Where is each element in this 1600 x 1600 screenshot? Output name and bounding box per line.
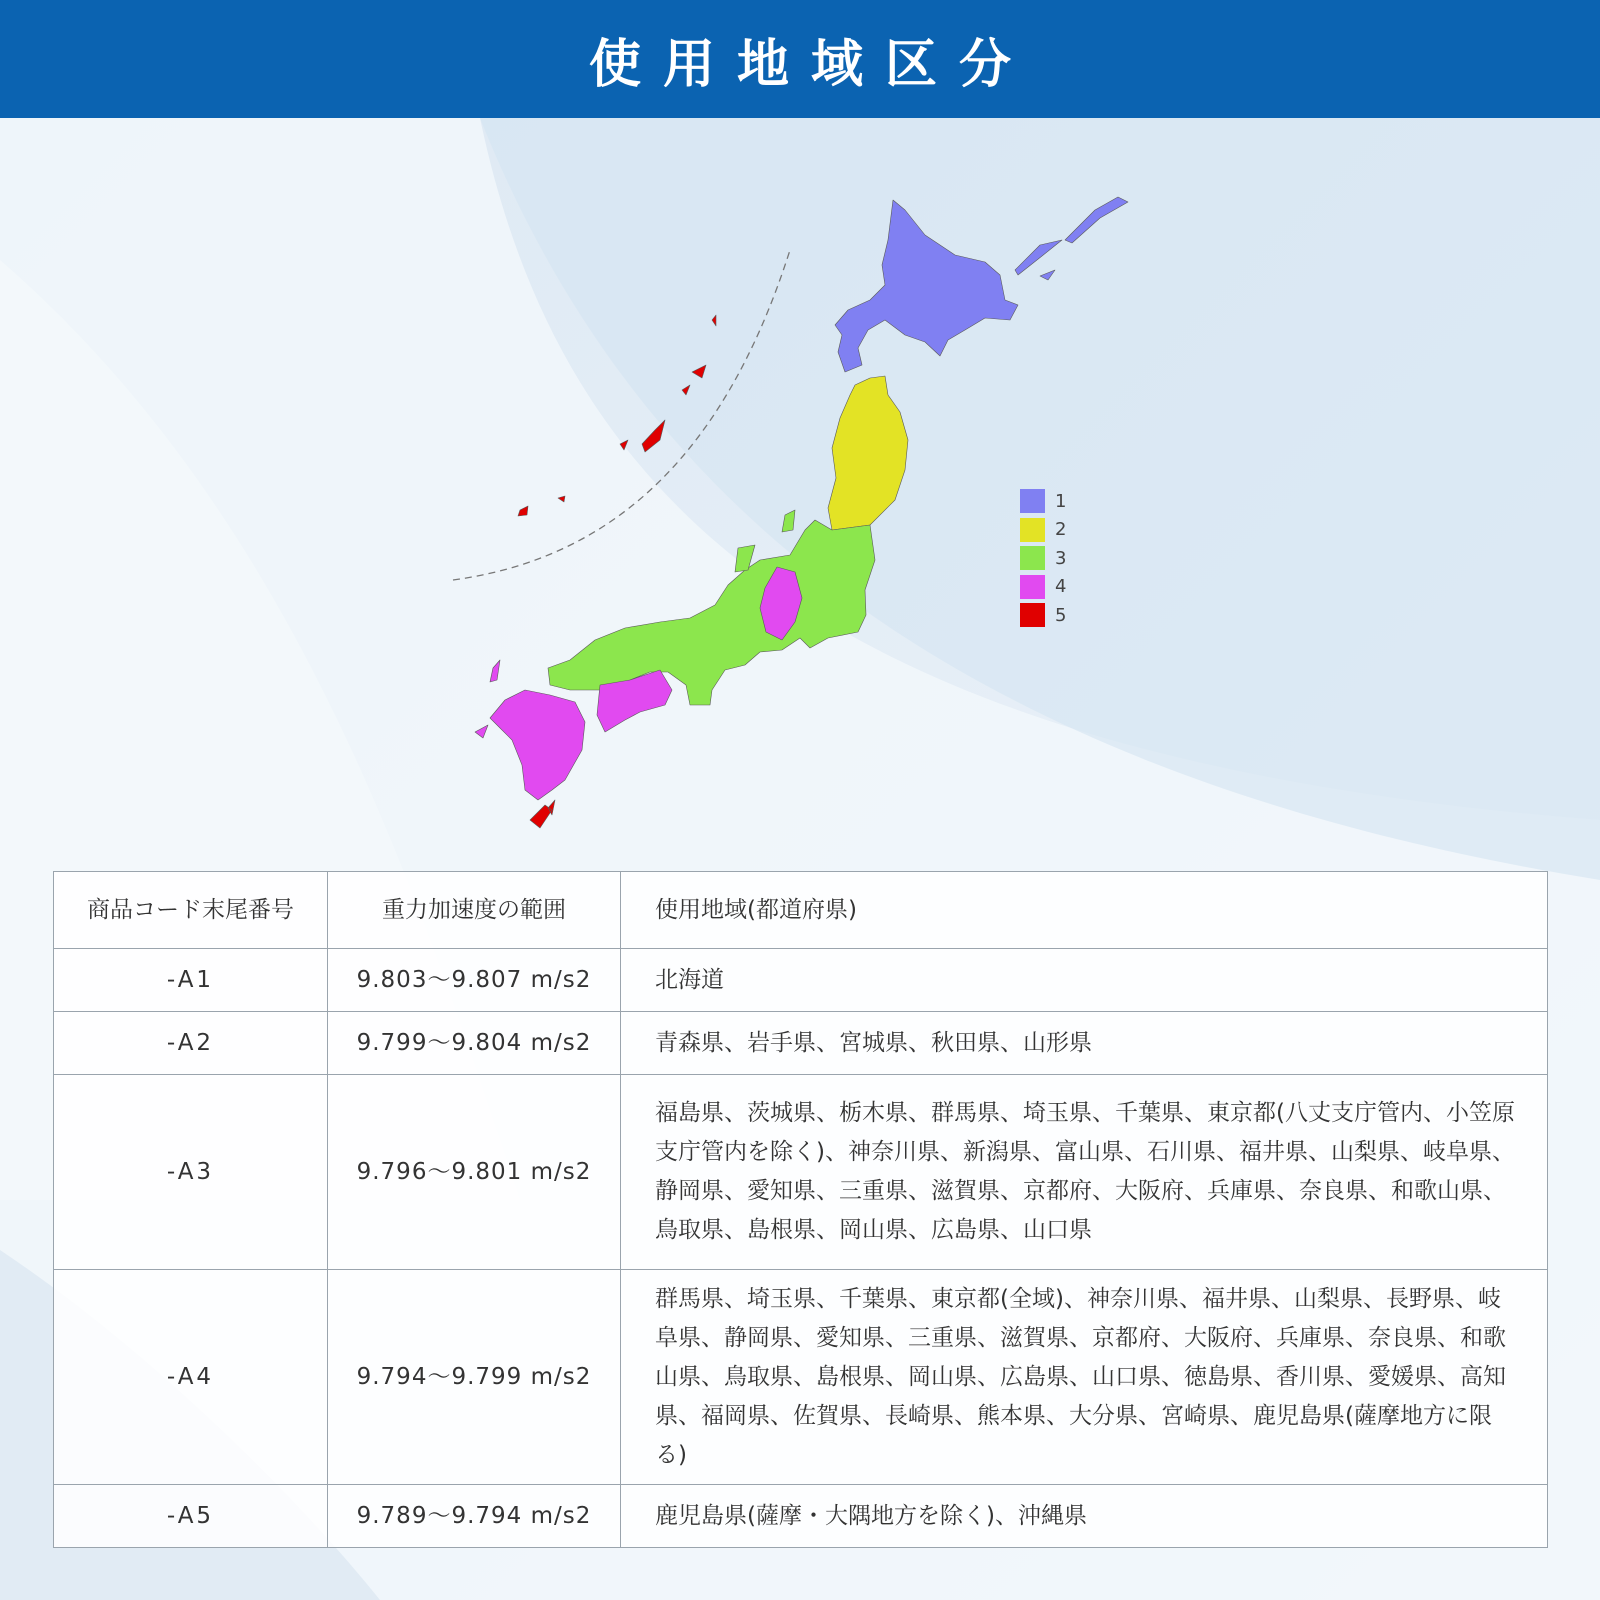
gravity-range-cell: 9.789〜9.794 m/s2 [328,1485,621,1548]
legend-item [1020,573,1066,602]
product-code-cell: -A2 [54,1012,328,1075]
page-title: 使用地域区分 [588,34,1033,95]
legend-label: 5 [1055,604,1067,626]
region-zone-5-okinawa [518,315,716,516]
product-code-cell: -A1 [54,949,328,1012]
region-zone-3-sado [782,510,795,532]
legend-swatch [1020,575,1045,599]
legend-item [1020,544,1066,573]
table-row [54,1270,1548,1485]
legend-swatch [1020,603,1045,627]
legend-label: 3 [1055,547,1067,569]
header-gravity-range: 重力加速度の範囲 [328,872,621,949]
gravity-range-cell: 9.803〜9.807 m/s2 [328,949,621,1012]
map-legend [1020,487,1066,630]
region-zone-1-kurils [1015,197,1128,280]
header-product-code: 商品コード末尾番号 [54,872,328,949]
legend-label: 2 [1055,519,1067,541]
region-zone-4-kyushu [490,690,585,800]
legend-item [1020,601,1066,630]
table-header-row [54,872,1548,949]
page-header [0,0,1600,118]
region-zone-3-honshu [548,520,875,705]
usage-area-cell: 鹿児島県(薩摩・大隅地方を除く)、沖縄県 [621,1485,1548,1548]
legend-item [1020,487,1066,516]
region-zone-1-hokkaido [835,200,1018,372]
gravity-range-cell: 9.794〜9.799 m/s2 [328,1270,621,1485]
usage-area-cell: 北海道 [621,949,1548,1012]
legend-label: 4 [1055,576,1067,598]
product-code-cell: -A5 [54,1485,328,1548]
legend-label: 1 [1055,490,1067,512]
legend-swatch [1020,546,1045,570]
legend-swatch [1020,518,1045,542]
header-usage-area: 使用地域(都道府県) [621,872,1548,949]
gravity-range-cell: 9.796〜9.801 m/s2 [328,1075,621,1270]
table-row [54,1485,1548,1548]
region-zone-4-islands [475,660,500,738]
legend-item [1020,516,1066,545]
usage-area-cell: 福島県、茨城県、栃木県、群馬県、埼玉県、千葉県、東京都(八丈支庁管内、小笠原支庁管内を除く)、神奈川県、新潟県、富山県、石川県、福井県、山梨県、岐阜県、静岡県、愛知県、三重県、滋賀県、京都府、大阪府、兵庫県、奈良県、和歌山県、鳥取県、島根県、岡山県、広島県、山口県 [621,1075,1548,1270]
product-code-cell: -A4 [54,1270,328,1485]
usage-area-cell: 群馬県、埼玉県、千葉県、東京都(全域)、神奈川県、福井県、山梨県、長野県、岐阜県、静岡県、愛知県、三重県、滋賀県、京都府、大阪府、兵庫県、奈良県、和歌山県、鳥取県、島根県、岡山県、広島県、山口県、徳島県、香川県、愛媛県、高知県、福岡県、佐賀県、長崎県、熊本県、大分県、宮崎県、鹿児島県(薩摩地方に限る) [621,1270,1548,1485]
table-row [54,949,1548,1012]
table-row [54,1075,1548,1270]
legend-swatch [1020,489,1045,513]
island-separator-line [453,250,790,580]
japan-map [0,118,1600,848]
table-row [54,1012,1548,1075]
region-zone-2-tohoku [828,376,908,530]
product-code-cell: -A3 [54,1075,328,1270]
gravity-range-cell: 9.799〜9.804 m/s2 [328,1012,621,1075]
region-zone-5-tanegashima [530,800,555,828]
usage-area-cell: 青森県、岩手県、宮城県、秋田県、山形県 [621,1012,1548,1075]
region-table [53,871,1548,1548]
